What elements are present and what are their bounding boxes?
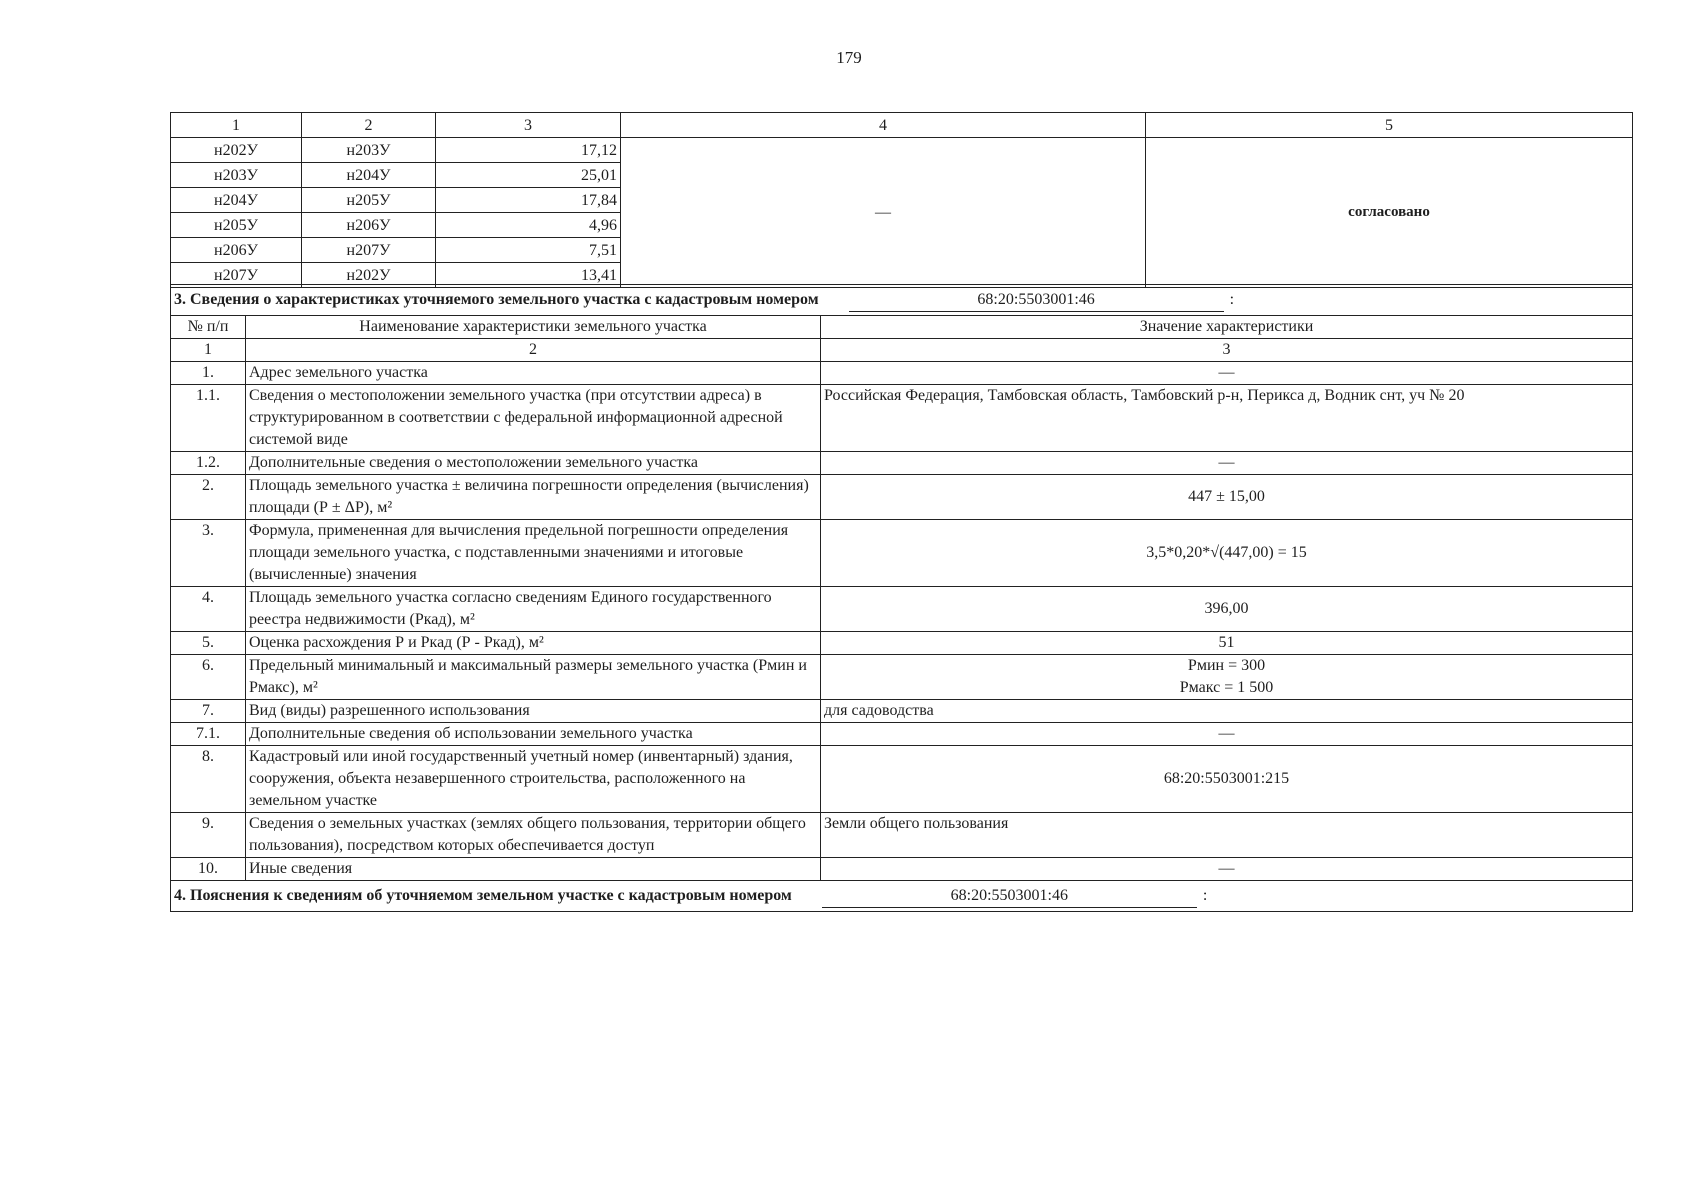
column-header-number: № п/п	[171, 316, 246, 339]
row-number: 2.	[171, 475, 246, 520]
characteristic-name: Сведения о земельных участках (землях общего пользования, территории общего пользования), посредством которых обеспечивается доступ	[246, 813, 821, 858]
column-header: 5	[1146, 113, 1633, 138]
section-4-title-cell	[171, 881, 1633, 912]
table-row	[171, 746, 1633, 813]
table-row	[171, 475, 1633, 520]
row-number: 3.	[171, 520, 246, 587]
boundary-segments-table	[170, 112, 1633, 288]
point-from: н203У	[171, 163, 302, 188]
approval-status: согласовано	[1146, 138, 1633, 288]
row-number: 5.	[171, 632, 246, 655]
table-row	[171, 520, 1633, 587]
characteristic-value	[821, 655, 1633, 700]
table-row	[171, 452, 1633, 475]
column-header: 3	[436, 113, 621, 138]
segment-length: 13,41	[436, 263, 621, 288]
table-row	[171, 700, 1633, 723]
column-index: 3	[821, 339, 1633, 362]
characteristic-value: Земли общего пользования	[821, 813, 1633, 858]
column-header-name: Наименование характеристики земельного участка	[246, 316, 821, 339]
point-from: н205У	[171, 213, 302, 238]
segment-length: 17,84	[436, 188, 621, 213]
characteristic-name: Площадь земельного участка ± величина погрешности определения (вычисления) площади (Р ± ΔР), м²	[246, 475, 821, 520]
characteristic-value: 51	[821, 632, 1633, 655]
characteristic-value: 68:20:5503001:215	[821, 746, 1633, 813]
section-3-title-row	[171, 285, 1633, 316]
row-number: 1.	[171, 362, 246, 385]
column-index: 2	[246, 339, 821, 362]
section-4-cadastral-number: 68:20:5503001:46	[822, 885, 1197, 908]
table-row	[171, 385, 1633, 452]
point-from: н206У	[171, 238, 302, 263]
row-number: 6.	[171, 655, 246, 700]
table-row	[171, 655, 1633, 700]
table-row	[171, 138, 1633, 163]
point-to: н204У	[302, 163, 436, 188]
row-number: 1.1.	[171, 385, 246, 452]
characteristic-value: —	[821, 723, 1633, 746]
section-3-cadastral-number: 68:20:5503001:46	[849, 289, 1224, 312]
row-number: 4.	[171, 587, 246, 632]
row-number: 10.	[171, 858, 246, 881]
characteristic-name: Дополнительные сведения об использовании земельного участка	[246, 723, 821, 746]
segment-length: 17,12	[436, 138, 621, 163]
characteristic-value: —	[821, 452, 1633, 475]
column-index-row	[171, 339, 1633, 362]
segment-length: 4,96	[436, 213, 621, 238]
characteristic-value: —	[821, 858, 1633, 881]
section-3-title-cell	[171, 285, 1633, 316]
characteristic-name: Формула, примененная для вычисления предельной погрешности определения площади земельного участка, с подставленными значениями и итоговые (вычисленные) значения	[246, 520, 821, 587]
column-header: 2	[302, 113, 436, 138]
point-to: н206У	[302, 213, 436, 238]
characteristic-name: Иные сведения	[246, 858, 821, 881]
characteristic-name: Вид (виды) разрешенного использования	[246, 700, 821, 723]
table-row	[171, 632, 1633, 655]
point-from: н202У	[171, 138, 302, 163]
characteristic-value: 447 ± 15,00	[821, 475, 1633, 520]
section-3-title: 3. Сведения о характеристиках уточняемого земельного участка с кадастровым номером	[174, 291, 819, 308]
characteristic-value: —	[821, 362, 1633, 385]
column-header-value: Значение характеристики	[821, 316, 1633, 339]
table-header-row	[171, 113, 1633, 138]
section-3-colon: :	[1229, 291, 1235, 308]
table-header-row	[171, 316, 1633, 339]
characteristic-value: Российская Федерация, Тамбовская область, Тамбовский р-н, Перикса д, Водник снт, уч № 20	[821, 385, 1633, 452]
point-to: н207У	[302, 238, 436, 263]
table-row	[171, 723, 1633, 746]
value-line: Рмин = 300	[1187, 657, 1266, 674]
segment-length: 25,01	[436, 163, 621, 188]
characteristic-name: Оценка расхождения Р и Ркад (Р - Ркад), м²	[246, 632, 821, 655]
page-number: 179	[836, 48, 862, 67]
section-4-title-row	[171, 881, 1633, 912]
characteristic-name: Кадастровый или иной государственный учетный номер (инвентарный) здания, сооружения, объекта незавершенного строительства, расположенного на земельном участке	[246, 746, 821, 813]
table-row	[171, 813, 1633, 858]
point-to: н205У	[302, 188, 436, 213]
point-to: н202У	[302, 263, 436, 288]
table-row	[171, 858, 1633, 881]
value-line: Рмакс = 1 500	[1179, 679, 1274, 696]
table-row	[171, 362, 1633, 385]
row-number: 7.	[171, 700, 246, 723]
table-row	[171, 587, 1633, 632]
column-index: 1	[171, 339, 246, 362]
column-4-value: —	[621, 138, 1146, 288]
land-plot-characteristics-table	[170, 284, 1633, 912]
characteristic-name: Предельный минимальный и максимальный размеры земельного участка (Рмин и Рмакс), м²	[246, 655, 821, 700]
section-4-title: 4. Пояснения к сведениям об уточняемом земельном участке с кадастровым номером	[174, 887, 792, 904]
characteristic-name: Дополнительные сведения о местоположении земельного участка	[246, 452, 821, 475]
characteristic-value: 396,00	[821, 587, 1633, 632]
section-4-colon: :	[1202, 887, 1208, 904]
row-number: 8.	[171, 746, 246, 813]
column-header: 4	[621, 113, 1146, 138]
row-number: 1.2.	[171, 452, 246, 475]
row-number: 7.1.	[171, 723, 246, 746]
column-header: 1	[171, 113, 302, 138]
characteristic-name: Сведения о местоположении земельного участка (при отсутствии адреса) в структурированном в соответствии с федеральной информационной адресной системой виде	[246, 385, 821, 452]
characteristic-name: Площадь земельного участка согласно сведениям Единого государственного реестра недвижимости (Ркад), м²	[246, 587, 821, 632]
point-from: н204У	[171, 188, 302, 213]
segment-length: 7,51	[436, 238, 621, 263]
point-from: н207У	[171, 263, 302, 288]
characteristic-value: 3,5*0,20*√(447,00) = 15	[821, 520, 1633, 587]
characteristic-value: для садоводства	[821, 700, 1633, 723]
row-number: 9.	[171, 813, 246, 858]
point-to: н203У	[302, 138, 436, 163]
characteristic-name: Адрес земельного участка	[246, 362, 821, 385]
